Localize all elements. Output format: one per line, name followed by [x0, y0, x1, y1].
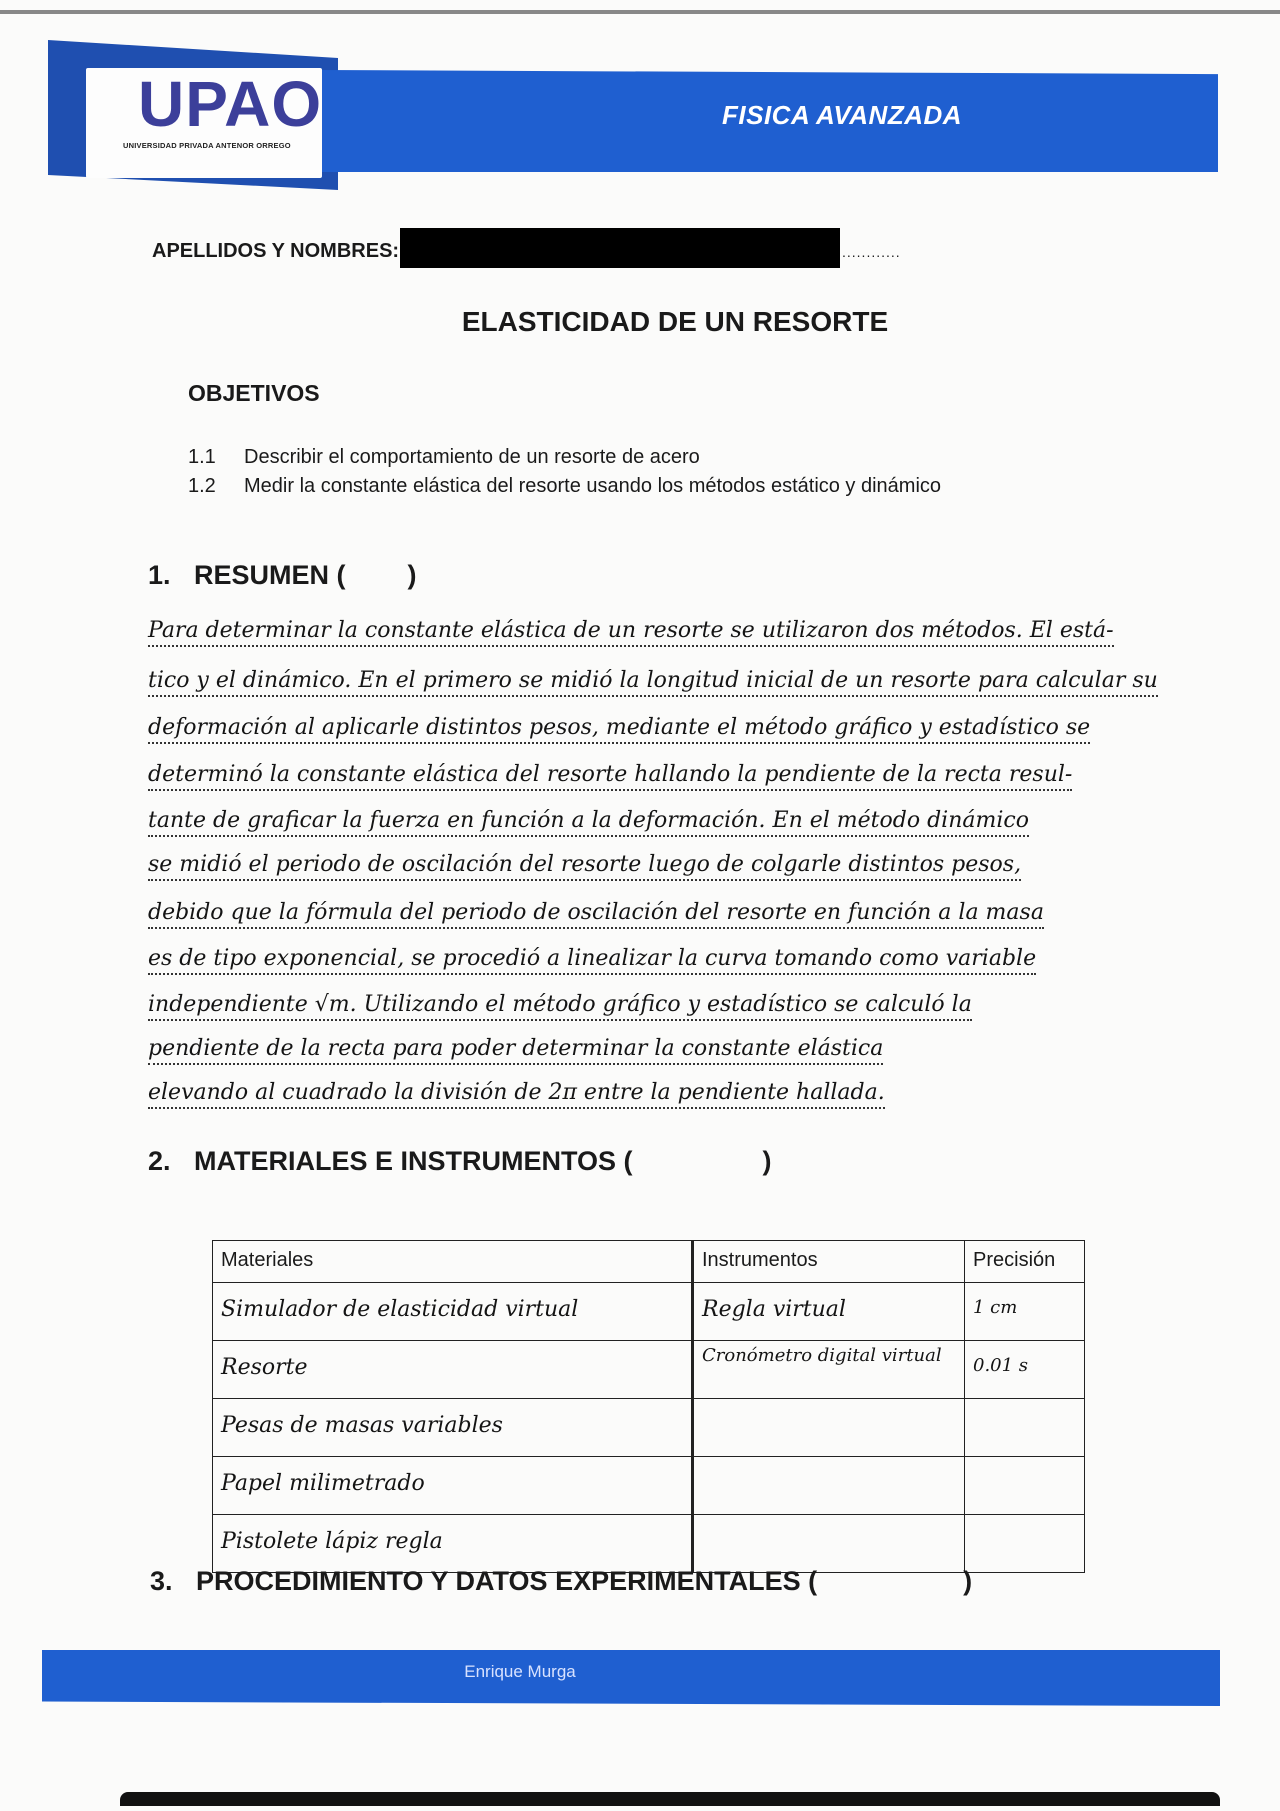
section-title: PROCEDIMIENTO Y DATOS EXPERIMENTALES (: [196, 1566, 818, 1596]
handwritten-line: independiente √m. Utilizando el método gráfico y estadístico se calculó la: [148, 992, 972, 1021]
handwritten-line: es de tipo exponencial, se procedió a linealizar la curva tomando como variable: [148, 946, 1036, 975]
handwritten-line: elevando al cuadrado la división de 2π entre la pendiente hallada.: [148, 1080, 885, 1109]
table-cell: [965, 1515, 1085, 1573]
table-row: [213, 1515, 1085, 1573]
table-cell: Pistolete lápiz regla: [213, 1515, 693, 1573]
redacted-name: [400, 228, 840, 268]
scan-edge-bottom: [120, 1792, 1220, 1806]
section-title: RESUMEN (: [194, 560, 346, 590]
table-cell: Pesas de masas variables: [213, 1399, 693, 1457]
table-header-cell: Precisión: [965, 1241, 1085, 1283]
table-row: [213, 1283, 1085, 1341]
section-number: 1.: [148, 560, 171, 590]
objective-number: 1.1: [188, 446, 216, 468]
handwritten-line: Para determinar la constante elástica de un resorte se utilizaron dos métodos. El está-: [148, 618, 1114, 647]
table-cell: Resorte: [213, 1341, 693, 1399]
section-number: 2.: [148, 1146, 171, 1176]
table-cell: Cronómetro digital virtual: [693, 1341, 965, 1399]
table-row: [213, 1457, 1085, 1515]
handwritten-line: deformación al aplicarle distintos pesos, mediante el método gráfico y estadístico se: [148, 715, 1090, 744]
objective-text: Medir la constante elástica del resorte usando los métodos estático y dinámico: [244, 475, 942, 497]
table-row: [213, 1399, 1085, 1457]
table-cell: 1 cm: [965, 1283, 1085, 1341]
university-logo-subtitle: UNIVERSIDAD PRIVADA ANTENOR ORREGO: [123, 141, 291, 150]
handwritten-line: tante de graficar la fuerza en función a la deformación. En el método dinámico: [148, 808, 1029, 837]
objective-text: Describir el comportamiento de un resorte de acero: [244, 446, 700, 468]
table-cell: [693, 1515, 965, 1573]
university-logo: UPAO: [138, 68, 323, 140]
handwritten-line: tico y el dinámico. En el primero se midió la longitud inicial de un resorte para calcular su: [148, 668, 1158, 697]
objective-item: [188, 446, 700, 469]
table-cell: [965, 1399, 1085, 1457]
scan-edge-top: [0, 10, 1280, 14]
objectives-heading: OBJETIVOS: [188, 380, 320, 406]
section-title: MATERIALES E INSTRUMENTOS (: [194, 1146, 633, 1176]
table-cell: Papel milimetrado: [213, 1457, 693, 1515]
table-header-cell: Materiales: [213, 1241, 693, 1283]
section-heading-materiales: [148, 1146, 772, 1177]
handwritten-line: se midió el periodo de oscilación del resorte luego de colgarle distintos pesos,: [148, 852, 1021, 881]
handwritten-line: pendiente de la recta para poder determinar la constante elástica: [148, 1036, 883, 1065]
section-close-paren: ): [762, 1146, 772, 1176]
table-cell: 0.01 s: [965, 1341, 1085, 1399]
handwritten-line: debido que la fórmula del periodo de oscilación del resorte en función a la masa: [148, 900, 1044, 929]
section-close-paren: ): [963, 1566, 973, 1596]
table-header-row: [213, 1241, 1085, 1283]
handwritten-line: determinó la constante elástica del resorte hallando la pendiente de la recta resul-: [148, 762, 1072, 791]
section-heading-procedimiento: [150, 1566, 972, 1597]
section-close-paren: ): [407, 560, 417, 590]
table-cell: Simulador de elasticidad virtual: [213, 1283, 693, 1341]
section-heading-resumen: [148, 560, 417, 591]
table-cell: [693, 1457, 965, 1515]
table-row: [213, 1341, 1085, 1399]
table-cell: Regla virtual: [693, 1283, 965, 1341]
student-name-label: APELLIDOS Y NOMBRES:: [152, 240, 400, 262]
footer-author: Enrique Murga: [464, 1662, 576, 1681]
table-cell: [693, 1399, 965, 1457]
section-number: 3.: [150, 1566, 173, 1596]
objective-number: 1.2: [188, 475, 216, 497]
table-cell: [965, 1457, 1085, 1515]
table-header-cell: Instrumentos: [693, 1241, 965, 1283]
page-title: ELASTICIDAD DE UN RESORTE: [461, 306, 889, 337]
objective-item: [188, 475, 941, 498]
course-title: FISICA AVANZADA: [722, 100, 963, 130]
name-trailing-dots: ............: [842, 244, 901, 260]
materials-table: [212, 1240, 1085, 1573]
